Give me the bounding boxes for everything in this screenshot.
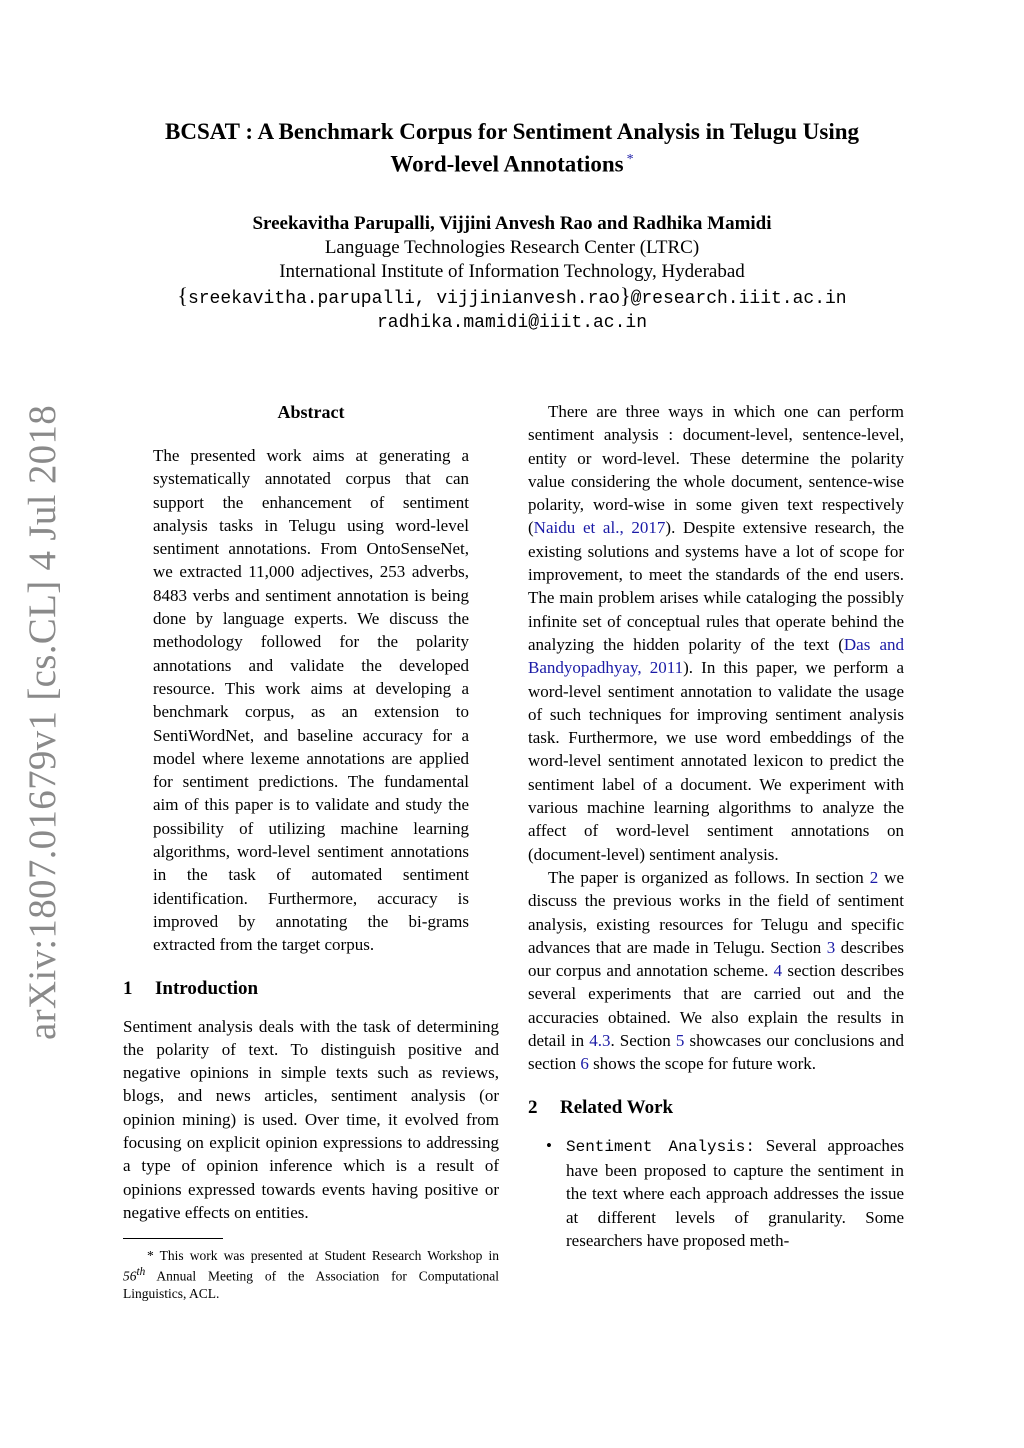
citation-naidu-2017[interactable]: Naidu et al., 2017 (533, 518, 666, 538)
footnote-divider (123, 1238, 223, 1239)
affiliation-institute: International Institute of Information Technology, Hyderabad (279, 261, 745, 282)
email-line-2: radhika.mamidi@iiit.ac.in (376, 313, 648, 333)
left-column (123, 400, 499, 1302)
citation-das-2011[interactable]: Das and Bandyopadhyay, 2011 (528, 634, 905, 678)
title-line-2 (100, 146, 924, 179)
text-run: There are three ways in which one can perform sentiment analysis : document-level, sentence-level, entity or word-level. These determine the polarity value considering the whole document, sentence-wise polarity, word-wise in some given text respectively ( (528, 402, 904, 538)
footnote-ordinal-sup: th (136, 1266, 146, 1279)
footnote-text-a: This work was presented at Student Research Workshop in (153, 1248, 499, 1264)
section-title: Related Work (560, 1096, 674, 1118)
section-link-3[interactable]: 3 (826, 937, 836, 957)
footnote-ordinal: 56 (123, 1268, 137, 1284)
right-column (528, 400, 904, 1252)
paragraph-analysis-levels (528, 400, 904, 866)
email-names: sreekavitha.parupalli, vijjinianvesh.rao (187, 289, 621, 309)
text-run: shows the scope for future work. (588, 1054, 816, 1074)
title-line-2-text: Word-level Annotations (390, 151, 624, 177)
footnote-text-b: Annual Meeting of the Association for Computational Linguistics, ACL. (123, 1268, 499, 1301)
text-run: section describes several experiments that are carried out and the accuracies obtained. We also explain the results in detail in (528, 961, 905, 1051)
text-run: The paper is organized as follows. In section (548, 867, 870, 887)
affiliation-lab: Language Technologies Research Center (LTRC) (324, 237, 700, 258)
bullet-term: Sentiment Analysis: (566, 1137, 755, 1156)
section-link-2[interactable]: 2 (869, 867, 879, 887)
paper-title (100, 118, 924, 179)
section-link-6[interactable]: 6 (580, 1054, 589, 1074)
abstract-heading: Abstract (277, 402, 345, 422)
text-run: . Section (610, 1031, 676, 1051)
section-related-work-heading (528, 1096, 904, 1120)
text-run: showcases our conclusions and section (528, 1031, 904, 1074)
section-link-4-3[interactable]: 4.3 (589, 1031, 611, 1051)
text-run: Several approaches have been proposed to capture the sentiment in the text where each approach addresses the issue at different levels of granularity. Some researchers have proposed meth- (566, 1135, 905, 1250)
section-link-4[interactable]: 4 (773, 961, 783, 981)
section-link-5[interactable]: 5 (675, 1031, 685, 1051)
email-domain: @research.iiit.ac.in (630, 289, 847, 309)
list-item (528, 1134, 904, 1252)
text-run: we discuss the previous works in the field of sentiment analysis, existing resources for Telugu and specific advances that are made in Telugu. Section (528, 867, 904, 957)
section-number: 1 (123, 977, 133, 999)
section-introduction-heading (123, 977, 499, 1001)
text-run: ). In this paper, we perform a word-level sentiment annotation to validate the usage of such techniques for improving sentiment analysis task. Furthermore, we use word embeddings of the word-level sentiment annotated lexicon to predict the sentiment label of a document. We experiment with various machine learning algorithms to analyze the affect of word-level sentiment annotations on (document-level) sentiment analysis. (528, 658, 904, 864)
text-run: ). Despite extensive research, the existing solutions and systems have a lot of scope for improvement, to meet the standards of the end users. The main problem arises while cataloging the possibly infinite set of conceptual rules that operate behind the analyzing the hidden polarity of the text ( (528, 518, 904, 654)
arxiv-side-stamp: arXiv:1807.01679v1 [cs.CL] 4 Jul 2018 (21, 404, 64, 1040)
email-brace-close: } (620, 283, 631, 308)
text-run: describes our corpus and annotation scheme. (528, 937, 904, 981)
section-title: Introduction (155, 977, 259, 999)
abstract-text: The presented work aims at generating a systematically annotated corpus that can support the enhancement of sentiment analysis tasks in Telugu using word-level sentiment annotations. From OntoSenseNet, we extracted 11,000 adjectives, 253 adverbs, 8483 verbs and sentiment annotation is being done by language experts. We discuss the methodology followed for the polarity annotations and validate the developed resource. This work aims at developing a benchmark corpus, as an extension to SentiWordNet, and baseline accuracy for a model where lexeme annotations are applied for sentiment predictions. The fundamental aim of this paper is to validate and study the possibility of utilizing machine learning algorithms, word-level sentiment annotations in the task of automated sentiment identification. Furthermore, accuracy is improved by annotating the bi-grams extracted from the target corpus. (153, 446, 469, 955)
author-names: Sreekavitha Parupalli, Vijjini Anvesh Rao and Radhika Mamidi (252, 213, 772, 234)
section-number: 2 (528, 1096, 538, 1118)
email-line-1 (100, 284, 924, 311)
footnote (123, 1247, 499, 1302)
introduction-paragraph: Sentiment analysis deals with the task of determining the polarity of text. To distinguish positive and negative opinions in simple texts such as reviews, blogs, and news articles, sentiment analysis (or opinion mining) is used. Over time, it evolved from focusing on explicit opinion expressions to addressing a type of opinion inference which is a result of opinions expressed towards events having positive or negative effects on entities. (123, 1016, 499, 1222)
author-block (100, 212, 924, 335)
title-line-1: BCSAT : A Benchmark Corpus for Sentiment Analysis in Telugu Using (165, 119, 859, 144)
email-brace-open: { (177, 283, 188, 308)
paragraph-organization (528, 866, 904, 1076)
bullet-icon: • (546, 1135, 552, 1155)
footnote-mark: * (147, 1248, 154, 1264)
title-footnote-mark[interactable]: * (626, 152, 634, 167)
bullet-text (566, 1134, 904, 1252)
